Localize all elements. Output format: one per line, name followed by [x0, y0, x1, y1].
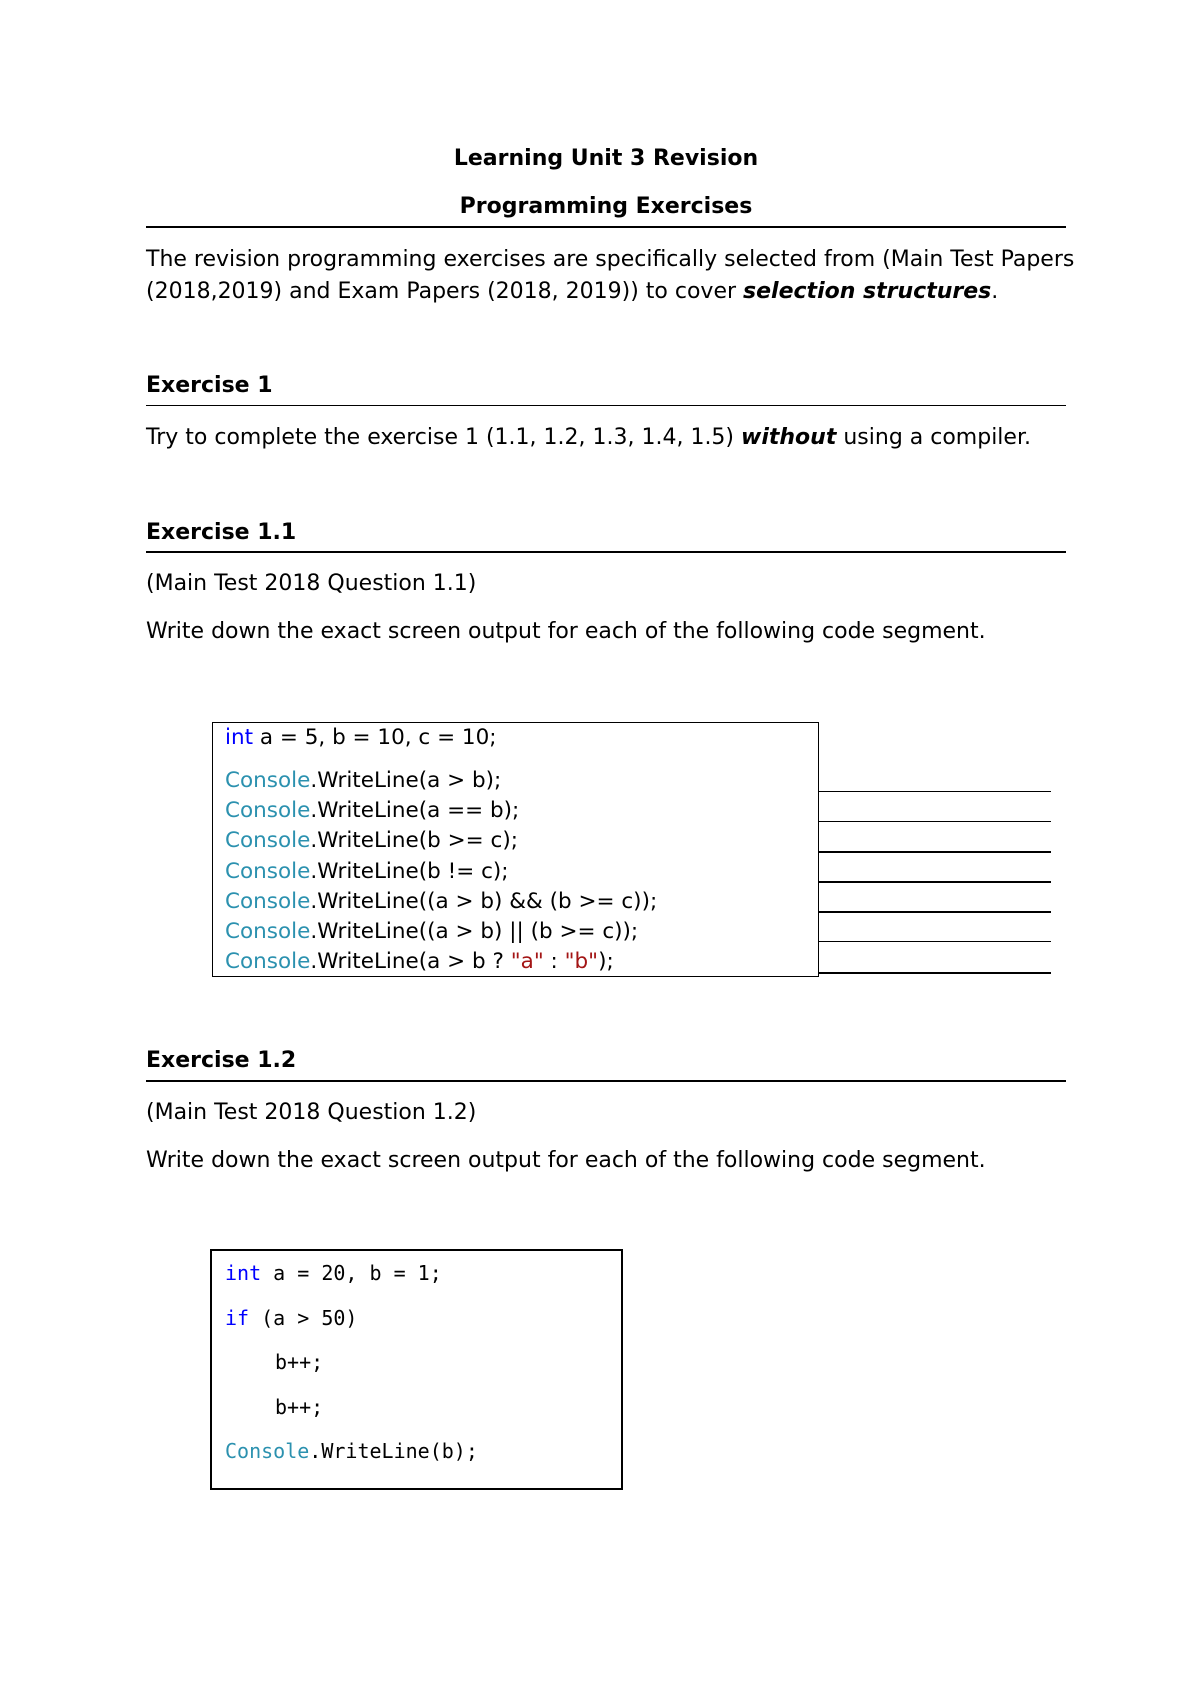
- code-line: [225, 889, 657, 914]
- exercise-1-1-divider: [146, 551, 1066, 553]
- code-line: [275, 1350, 323, 1374]
- code-keyword: if: [225, 1306, 250, 1330]
- code-keyword: int: [225, 725, 254, 750]
- code-text: (a > 50): [249, 1306, 358, 1330]
- code-text: :: [543, 949, 565, 974]
- title-divider: [146, 226, 1066, 228]
- code-string: "a": [510, 949, 544, 974]
- exercise-1-2-instruction: Write down the exact screen output for each of the following code segment.: [146, 1148, 986, 1173]
- intro-text: The revision programming exercises are specifically selected from (Main Test Papers (2018,2019) and Exam Papers (2018, 2019)) to cover: [146, 247, 1075, 304]
- code-line: [225, 1261, 442, 1285]
- exercise-1-2-source: (Main Test 2018 Question 1.2): [146, 1100, 477, 1125]
- code-text: .WriteLine(b >= c);: [310, 828, 518, 853]
- code-text: .WriteLine(a > b ?: [310, 949, 511, 974]
- exercise-1-1-source: (Main Test 2018 Question 1.1): [146, 571, 477, 596]
- answer-line: [819, 972, 1051, 974]
- code-text: b++;: [275, 1350, 324, 1374]
- exercise-1-text: [146, 422, 1076, 454]
- code-text: .WriteLine((a > b) || (b >= c));: [310, 919, 639, 944]
- code-text: .WriteLine(b != c);: [310, 859, 509, 884]
- answer-line: [819, 791, 1051, 792]
- code-line: [225, 828, 518, 853]
- code-class: Console: [225, 798, 311, 823]
- code-line: [225, 1306, 357, 1330]
- exercise-1-2-divider: [146, 1080, 1066, 1082]
- exercise-1-heading: Exercise 1: [146, 373, 273, 398]
- code-class: Console: [225, 889, 311, 914]
- exercise-1-1-code-box: [212, 722, 819, 977]
- code-text: .WriteLine((a > b) && (b >= c));: [310, 889, 658, 914]
- intro-paragraph: [146, 244, 1076, 308]
- code-text: .WriteLine(a == b);: [310, 798, 520, 823]
- code-line: [225, 949, 614, 974]
- code-class: Console: [225, 828, 311, 853]
- code-class: Console: [225, 919, 311, 944]
- code-keyword: int: [225, 1261, 262, 1285]
- code-line: [275, 1395, 323, 1419]
- exercise-1-text-before: Try to complete the exercise 1 (1.1, 1.2, 1.3, 1.4, 1.5): [146, 425, 742, 450]
- code-class: Console: [225, 859, 311, 884]
- document-subtitle: Programming Exercises: [459, 194, 753, 219]
- exercise-1-1-heading: Exercise 1.1: [146, 520, 297, 545]
- document-title: Learning Unit 3 Revision: [453, 146, 759, 171]
- exercise-1-emphasis: without: [741, 425, 837, 450]
- exercise-1-2-heading: Exercise 1.2: [146, 1048, 297, 1073]
- code-text: a = 20, b = 1;: [261, 1261, 442, 1285]
- code-text: b++;: [275, 1395, 324, 1419]
- answer-line: [819, 881, 1051, 883]
- code-line: [225, 725, 497, 750]
- intro-emphasis: selection structures: [743, 279, 992, 304]
- code-text: a = 5, b = 10, c = 10;: [253, 725, 497, 750]
- code-line: [225, 768, 501, 793]
- answer-line: [819, 911, 1051, 913]
- code-line: [225, 919, 638, 944]
- code-line: [225, 798, 519, 823]
- code-text: .WriteLine(b);: [309, 1439, 478, 1463]
- code-line: [225, 859, 509, 884]
- code-string: "b": [564, 949, 599, 974]
- exercise-1-2-code-box: [210, 1249, 623, 1490]
- answer-line: [819, 941, 1051, 942]
- code-line: [225, 1439, 478, 1463]
- code-class: Console: [225, 768, 311, 793]
- code-text: .WriteLine(a > b);: [310, 768, 502, 793]
- exercise-1-1-instruction: Write down the exact screen output for each of the following code segment.: [146, 619, 986, 644]
- code-class: Console: [225, 1439, 310, 1463]
- answer-line: [819, 821, 1051, 822]
- code-class: Console: [225, 949, 311, 974]
- exercise-1-divider: [146, 405, 1066, 406]
- exercise-1-text-after: using a compiler.: [836, 425, 1031, 450]
- code-text: );: [598, 949, 614, 974]
- intro-end: .: [991, 279, 999, 304]
- answer-line: [819, 851, 1051, 853]
